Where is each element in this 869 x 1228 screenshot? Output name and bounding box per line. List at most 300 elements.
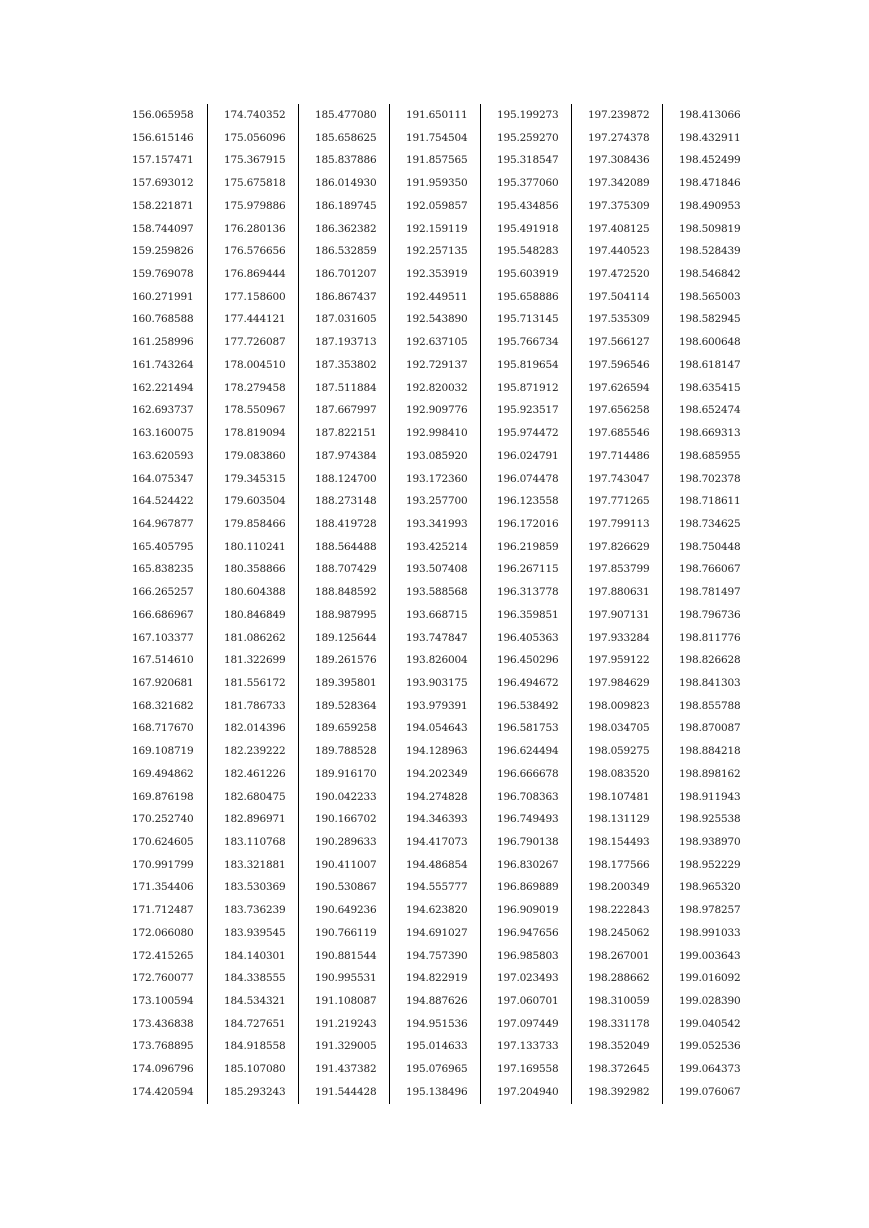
table-cell: 169.876198 xyxy=(132,790,194,803)
table-cell: 194.486854 xyxy=(389,854,480,877)
table-cell: 198.546842 xyxy=(662,263,753,286)
table-cell: 197.308436 xyxy=(571,149,662,172)
table-cell: 172.415265 xyxy=(132,949,194,962)
table-cell: 199.064373 xyxy=(662,1058,753,1081)
table-cell: 196.450296 xyxy=(480,649,571,672)
table-cell: 162.693737 xyxy=(132,404,194,417)
table-cell: 197.239872 xyxy=(571,104,662,127)
table-cell: 176.869444 xyxy=(207,263,298,286)
table-cell: 161.258996 xyxy=(132,336,194,349)
table-cell: 156.615146 xyxy=(132,131,194,144)
table-cell: 193.341993 xyxy=(389,513,480,536)
table-cell: 184.534321 xyxy=(207,990,298,1013)
table-cell: 197.535309 xyxy=(571,308,662,331)
table-cell: 163.620593 xyxy=(132,449,194,462)
table-cell: 195.014633 xyxy=(389,1035,480,1058)
table-cell: 198.009823 xyxy=(571,695,662,718)
table-cell: 198.471846 xyxy=(662,172,753,195)
table-cell: 197.169558 xyxy=(480,1058,571,1081)
table-cell: 177.158600 xyxy=(207,286,298,309)
table-cell: 190.042233 xyxy=(298,786,389,809)
table-cell: 196.172016 xyxy=(480,513,571,536)
table-cell: 192.998410 xyxy=(389,422,480,445)
table-cell: 195.377060 xyxy=(480,172,571,195)
table-cell: 194.202349 xyxy=(389,763,480,786)
table-cell: 197.907131 xyxy=(571,604,662,627)
table-cell: 197.504114 xyxy=(571,286,662,309)
table-cell: 178.550967 xyxy=(207,399,298,422)
table-cell: 197.933284 xyxy=(571,627,662,650)
table-cell: 198.372645 xyxy=(571,1058,662,1081)
table-cell: 198.734625 xyxy=(662,513,753,536)
table-cell: 192.449511 xyxy=(389,286,480,309)
table-cell: 197.133733 xyxy=(480,1035,571,1058)
table-cell: 184.918558 xyxy=(207,1035,298,1058)
table-cell: 195.259270 xyxy=(480,127,571,150)
table-cell: 197.685546 xyxy=(571,422,662,445)
table-cell: 185.293243 xyxy=(207,1081,298,1104)
table-cell: 191.959350 xyxy=(389,172,480,195)
table-cell: 194.274828 xyxy=(389,786,480,809)
table-cell: 198.131129 xyxy=(571,808,662,831)
table-cell: 191.219243 xyxy=(298,1013,389,1036)
table-cell: 198.978257 xyxy=(662,899,753,922)
table-cell: 196.405363 xyxy=(480,627,571,650)
table-cell: 198.911943 xyxy=(662,786,753,809)
table-cell: 180.846849 xyxy=(207,604,298,627)
table-cell: 196.359851 xyxy=(480,604,571,627)
table-cell: 198.952229 xyxy=(662,854,753,877)
table-cell: 186.867437 xyxy=(298,286,389,309)
table-cell: 168.717670 xyxy=(132,722,194,735)
table-cell: 198.600648 xyxy=(662,331,753,354)
table-cell: 197.853799 xyxy=(571,558,662,581)
table-cell: 184.338555 xyxy=(207,967,298,990)
table-cell: 197.826629 xyxy=(571,536,662,559)
table-cell: 179.083860 xyxy=(207,445,298,468)
table-cell: 198.107481 xyxy=(571,786,662,809)
table-cell: 198.841303 xyxy=(662,672,753,695)
table-cell: 188.987995 xyxy=(298,604,389,627)
table-cell: 198.528439 xyxy=(662,240,753,263)
table-cell: 179.603504 xyxy=(207,490,298,513)
table-cell: 188.273148 xyxy=(298,490,389,513)
table-cell: 191.544428 xyxy=(298,1081,389,1104)
table-cell: 198.222843 xyxy=(571,899,662,922)
table-cell: 186.362382 xyxy=(298,218,389,241)
table-cell: 157.157471 xyxy=(132,154,194,167)
table-cell: 193.979391 xyxy=(389,695,480,718)
table-cell: 183.736239 xyxy=(207,899,298,922)
table-cell: 177.444121 xyxy=(207,308,298,331)
table-cell: 171.354406 xyxy=(132,881,194,894)
table-cell: 194.887626 xyxy=(389,990,480,1013)
table-cell: 194.623820 xyxy=(389,899,480,922)
table-cell: 190.881544 xyxy=(298,945,389,968)
table-cell: 177.726087 xyxy=(207,331,298,354)
table-cell: 170.991799 xyxy=(132,858,194,871)
table-cell: 192.159119 xyxy=(389,218,480,241)
table-cell: 195.658886 xyxy=(480,286,571,309)
table-cell: 167.920681 xyxy=(132,676,194,689)
table-cell: 188.124700 xyxy=(298,468,389,491)
table-cell: 197.596546 xyxy=(571,354,662,377)
table-cell: 180.604388 xyxy=(207,581,298,604)
table-cell: 189.261576 xyxy=(298,649,389,672)
table-cell: 185.658625 xyxy=(298,127,389,150)
table-cell: 182.896971 xyxy=(207,808,298,831)
table-cell: 195.548283 xyxy=(480,240,571,263)
table-cell: 187.822151 xyxy=(298,422,389,445)
table-cell: 190.766119 xyxy=(298,922,389,945)
table-cell: 178.004510 xyxy=(207,354,298,377)
table-cell: 196.074478 xyxy=(480,468,571,491)
table-cell: 165.838235 xyxy=(132,563,194,576)
table-cell: 198.582945 xyxy=(662,308,753,331)
table-cell: 198.652474 xyxy=(662,399,753,422)
table-cell: 199.076067 xyxy=(662,1081,753,1104)
table-cell: 194.054643 xyxy=(389,717,480,740)
table-cell: 192.257135 xyxy=(389,240,480,263)
table-cell: 192.353919 xyxy=(389,263,480,286)
table-cell: 193.257700 xyxy=(389,490,480,513)
table-cell: 189.788528 xyxy=(298,740,389,763)
table-cell: 197.023493 xyxy=(480,967,571,990)
table-cell: 159.259826 xyxy=(132,245,194,258)
table-cell: 194.346393 xyxy=(389,808,480,831)
table-cell: 175.056096 xyxy=(207,127,298,150)
table-cell: 159.769078 xyxy=(132,268,194,281)
table-cell: 156.065958 xyxy=(132,109,194,121)
table-cell: 195.199273 xyxy=(480,104,571,127)
table-cell: 189.395801 xyxy=(298,672,389,695)
table-cell: 198.685955 xyxy=(662,445,753,468)
table-cell: 193.747847 xyxy=(389,627,480,650)
table-cell: 166.265257 xyxy=(132,586,194,599)
table-cell: 197.566127 xyxy=(571,331,662,354)
table-cell: 198.618147 xyxy=(662,354,753,377)
table-cell: 180.110241 xyxy=(207,536,298,559)
table-cell: 195.923517 xyxy=(480,399,571,422)
table-cell: 169.108719 xyxy=(132,745,194,758)
table-cell: 197.984629 xyxy=(571,672,662,695)
table-cell: 188.848592 xyxy=(298,581,389,604)
table-cell: 160.271991 xyxy=(132,290,194,303)
table-cell: 162.221494 xyxy=(132,381,194,394)
table-cell: 164.075347 xyxy=(132,472,194,485)
table-cell: 190.411007 xyxy=(298,854,389,877)
table-cell: 194.757390 xyxy=(389,945,480,968)
table-cell: 181.322699 xyxy=(207,649,298,672)
table-cell: 182.680475 xyxy=(207,786,298,809)
table-cell: 199.028390 xyxy=(662,990,753,1013)
table-cell: 195.434856 xyxy=(480,195,571,218)
table-cell: 193.826004 xyxy=(389,649,480,672)
table-cell: 191.329005 xyxy=(298,1035,389,1058)
table-cell: 198.884218 xyxy=(662,740,753,763)
table-cell: 186.014930 xyxy=(298,172,389,195)
table-cell: 165.405795 xyxy=(132,540,194,553)
table-cell: 198.083520 xyxy=(571,763,662,786)
table-cell: 197.342089 xyxy=(571,172,662,195)
table-cell: 198.331178 xyxy=(571,1013,662,1036)
table-cell: 193.903175 xyxy=(389,672,480,695)
table-cell: 196.538492 xyxy=(480,695,571,718)
table-cell: 198.310059 xyxy=(571,990,662,1013)
table-cell: 191.650111 xyxy=(389,104,480,127)
table-cell: 196.869889 xyxy=(480,876,571,899)
table-cell: 190.166702 xyxy=(298,808,389,831)
table-cell: 192.909776 xyxy=(389,399,480,422)
table-cell: 166.686967 xyxy=(132,608,194,621)
table-cell: 190.530867 xyxy=(298,876,389,899)
table-cell: 178.279458 xyxy=(207,377,298,400)
table-cell: 179.345315 xyxy=(207,468,298,491)
table-cell: 198.796736 xyxy=(662,604,753,627)
data-table xyxy=(116,104,753,1104)
table-cell: 198.490953 xyxy=(662,195,753,218)
table-cell: 170.624605 xyxy=(132,836,194,848)
table-cell: 198.750448 xyxy=(662,536,753,559)
table-cell: 187.974384 xyxy=(298,445,389,468)
table-cell: 199.003643 xyxy=(662,945,753,968)
table-cell: 181.786733 xyxy=(207,695,298,718)
table-cell: 190.995531 xyxy=(298,967,389,990)
table-cell: 192.059857 xyxy=(389,195,480,218)
table-cell: 197.799113 xyxy=(571,513,662,536)
table-cell: 198.965320 xyxy=(662,876,753,899)
table-cell: 197.060701 xyxy=(480,990,571,1013)
table-cell: 187.667997 xyxy=(298,399,389,422)
table-cell: 196.581753 xyxy=(480,717,571,740)
table-cell: 197.472520 xyxy=(571,263,662,286)
table-cell: 191.437382 xyxy=(298,1058,389,1081)
table-cell: 160.768588 xyxy=(132,313,194,326)
table-cell: 174.740352 xyxy=(207,104,298,127)
table-cell: 196.830267 xyxy=(480,854,571,877)
table-cell: 198.635415 xyxy=(662,377,753,400)
table-cell: 192.543890 xyxy=(389,308,480,331)
table-cell: 176.280136 xyxy=(207,218,298,241)
table-cell: 194.417073 xyxy=(389,831,480,854)
table-cell: 178.819094 xyxy=(207,422,298,445)
table-cell: 197.626594 xyxy=(571,377,662,400)
table-cell: 190.289633 xyxy=(298,831,389,854)
table-cell: 196.624494 xyxy=(480,740,571,763)
table-cell: 187.353802 xyxy=(298,354,389,377)
table-cell: 189.528364 xyxy=(298,695,389,718)
table-cell: 193.588568 xyxy=(389,581,480,604)
table-cell: 185.107080 xyxy=(207,1058,298,1081)
table-cell: 182.239222 xyxy=(207,740,298,763)
table-cell: 196.219859 xyxy=(480,536,571,559)
table-cell: 198.267001 xyxy=(571,945,662,968)
table-cell: 172.066080 xyxy=(132,926,194,939)
table-cell: 161.743264 xyxy=(132,358,194,371)
table-cell: 198.925538 xyxy=(662,808,753,831)
table-cell: 195.713145 xyxy=(480,308,571,331)
table-cell: 167.103377 xyxy=(132,631,194,644)
table-cell: 172.760077 xyxy=(132,972,194,985)
table-cell: 163.160075 xyxy=(132,427,194,440)
table-cell: 198.452499 xyxy=(662,149,753,172)
table-cell: 190.649236 xyxy=(298,899,389,922)
table-cell: 189.916170 xyxy=(298,763,389,786)
table-cell: 193.172360 xyxy=(389,468,480,491)
table-cell: 175.675818 xyxy=(207,172,298,195)
table-cell: 196.708363 xyxy=(480,786,571,809)
table-cell: 197.274378 xyxy=(571,127,662,150)
table-cell: 197.375309 xyxy=(571,195,662,218)
table-cell: 183.530369 xyxy=(207,876,298,899)
table-cell: 192.729137 xyxy=(389,354,480,377)
table-cell: 198.288662 xyxy=(571,967,662,990)
table-cell: 198.702378 xyxy=(662,468,753,491)
table-cell: 196.790138 xyxy=(480,831,571,854)
table-cell: 175.367915 xyxy=(207,149,298,172)
table-cell: 195.819654 xyxy=(480,354,571,377)
table-cell: 196.494672 xyxy=(480,672,571,695)
table-cell: 193.668715 xyxy=(389,604,480,627)
table-cell: 195.871912 xyxy=(480,377,571,400)
table-cell: 184.727651 xyxy=(207,1013,298,1036)
table-cell: 183.110768 xyxy=(207,831,298,854)
table-cell: 198.392982 xyxy=(571,1081,662,1104)
table-cell: 195.318547 xyxy=(480,149,571,172)
table-cell: 198.898162 xyxy=(662,763,753,786)
table-cell: 198.565003 xyxy=(662,286,753,309)
table-cell: 185.477080 xyxy=(298,104,389,127)
table-cell: 181.086262 xyxy=(207,627,298,650)
table-cell: 198.413066 xyxy=(662,104,753,127)
table-cell: 187.031605 xyxy=(298,308,389,331)
table-cell: 173.100594 xyxy=(132,995,194,1008)
table-cell: 196.909019 xyxy=(480,899,571,922)
table-cell: 186.701207 xyxy=(298,263,389,286)
table-cell: 197.408125 xyxy=(571,218,662,241)
table-cell: 198.855788 xyxy=(662,695,753,718)
table-cell: 198.154493 xyxy=(571,831,662,854)
table-cell: 198.432911 xyxy=(662,127,753,150)
table-cell: 197.440523 xyxy=(571,240,662,263)
table-cell: 194.822919 xyxy=(389,967,480,990)
table-cell: 196.749493 xyxy=(480,808,571,831)
table-cell: 170.252740 xyxy=(132,813,194,826)
table-cell: 198.781497 xyxy=(662,581,753,604)
table-cell: 193.425214 xyxy=(389,536,480,559)
table-cell: 168.321682 xyxy=(132,699,194,712)
table-cell: 187.511884 xyxy=(298,377,389,400)
table-cell: 196.985803 xyxy=(480,945,571,968)
table-cell: 189.659258 xyxy=(298,717,389,740)
table-cell: 195.138496 xyxy=(389,1081,480,1104)
table-cell: 194.691027 xyxy=(389,922,480,945)
table-cell: 199.040542 xyxy=(662,1013,753,1036)
table-cell: 173.436838 xyxy=(132,1017,194,1030)
table-cell: 198.034705 xyxy=(571,717,662,740)
table-cell: 194.128963 xyxy=(389,740,480,763)
table-cell: 193.085920 xyxy=(389,445,480,468)
table-cell: 176.576656 xyxy=(207,240,298,263)
table-cell: 173.768895 xyxy=(132,1040,194,1053)
table-cell: 187.193713 xyxy=(298,331,389,354)
table-cell: 192.637105 xyxy=(389,331,480,354)
table-cell: 188.707429 xyxy=(298,558,389,581)
table-cell: 198.669313 xyxy=(662,422,753,445)
table-cell: 174.420594 xyxy=(132,1085,194,1098)
table-cell: 182.014396 xyxy=(207,717,298,740)
table-cell: 195.076965 xyxy=(389,1058,480,1081)
table-cell: 185.837886 xyxy=(298,149,389,172)
table-cell: 195.974472 xyxy=(480,422,571,445)
table-cell: 171.712487 xyxy=(132,904,194,917)
table-cell: 196.123558 xyxy=(480,490,571,513)
table-cell: 164.524422 xyxy=(132,495,194,508)
table-cell: 179.858466 xyxy=(207,513,298,536)
table-cell: 191.108087 xyxy=(298,990,389,1013)
table-cell: 198.870087 xyxy=(662,717,753,740)
table-cell: 197.771265 xyxy=(571,490,662,513)
table-cell: 196.024791 xyxy=(480,445,571,468)
table-cell: 191.857565 xyxy=(389,149,480,172)
table-cell: 196.313778 xyxy=(480,581,571,604)
table-cell: 186.189745 xyxy=(298,195,389,218)
table-cell: 188.564488 xyxy=(298,536,389,559)
table-cell: 198.352049 xyxy=(571,1035,662,1058)
table-cell: 158.221871 xyxy=(132,199,194,212)
table-cell: 199.016092 xyxy=(662,967,753,990)
table-cell: 198.059275 xyxy=(571,740,662,763)
table-cell: 198.177566 xyxy=(571,854,662,877)
table-cell: 199.052536 xyxy=(662,1035,753,1058)
table-cell: 194.951536 xyxy=(389,1013,480,1036)
table-cell: 189.125644 xyxy=(298,627,389,650)
table-cell: 196.666678 xyxy=(480,763,571,786)
table-cell: 197.959122 xyxy=(571,649,662,672)
table-cell: 174.096796 xyxy=(132,1063,194,1076)
table-cell: 195.766734 xyxy=(480,331,571,354)
table-cell: 193.507408 xyxy=(389,558,480,581)
table-cell: 195.603919 xyxy=(480,263,571,286)
table-cell: 198.509819 xyxy=(662,218,753,241)
table-cell: 164.967877 xyxy=(132,517,194,530)
table-cell: 186.532859 xyxy=(298,240,389,263)
table-cell: 157.693012 xyxy=(132,177,194,190)
table-cell: 184.140301 xyxy=(207,945,298,968)
table-cell: 196.267115 xyxy=(480,558,571,581)
table-cell: 198.766067 xyxy=(662,558,753,581)
table-cell: 195.491918 xyxy=(480,218,571,241)
table-cell: 198.991033 xyxy=(662,922,753,945)
table-cell: 169.494862 xyxy=(132,767,194,780)
table-cell: 191.754504 xyxy=(389,127,480,150)
table-cell: 180.358866 xyxy=(207,558,298,581)
table-cell: 196.947656 xyxy=(480,922,571,945)
table-cell: 198.718611 xyxy=(662,490,753,513)
table-cell: 197.656258 xyxy=(571,399,662,422)
table-cell: 198.811776 xyxy=(662,627,753,650)
table-cell: 197.880631 xyxy=(571,581,662,604)
table-cell: 197.097449 xyxy=(480,1013,571,1036)
table-cell: 158.744097 xyxy=(132,222,194,235)
table-cell: 197.743047 xyxy=(571,468,662,491)
table-cell: 167.514610 xyxy=(132,654,194,667)
table-cell: 194.555777 xyxy=(389,876,480,899)
table-cell: 198.826628 xyxy=(662,649,753,672)
table-cell: 183.939545 xyxy=(207,922,298,945)
table-cell: 197.714486 xyxy=(571,445,662,468)
table-cell: 192.820032 xyxy=(389,377,480,400)
